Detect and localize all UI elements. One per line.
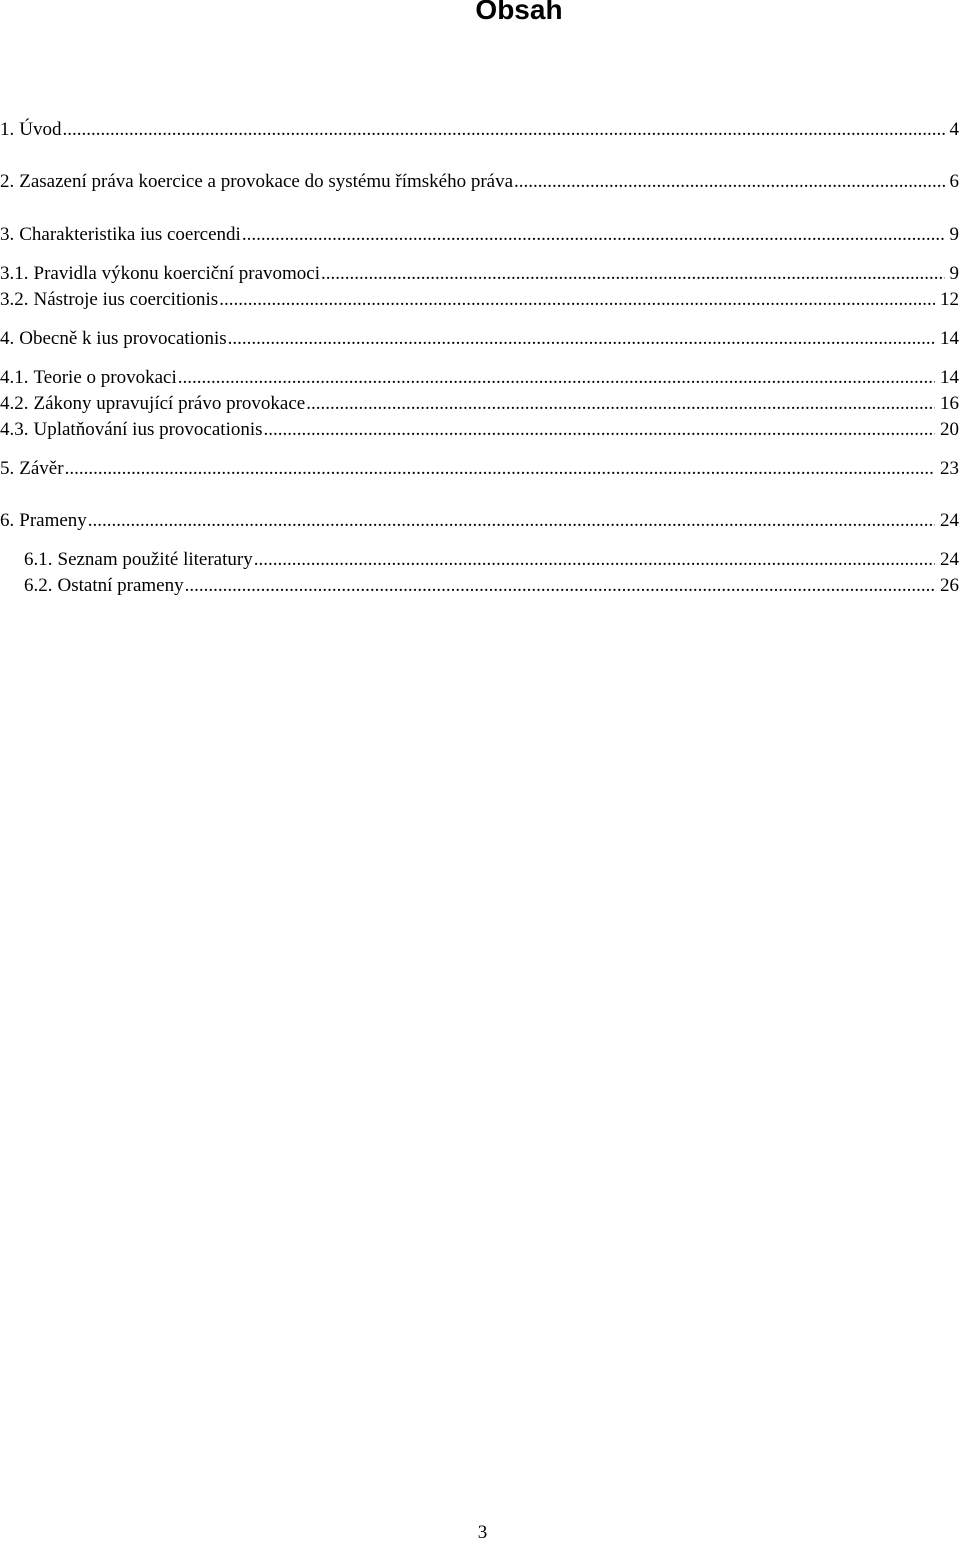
toc-dot-leader <box>185 574 935 598</box>
toc-entry-page: 14 <box>936 366 960 390</box>
toc-entry-number: 6.2. <box>0 574 53 598</box>
toc-entry-4-2[interactable] <box>0 392 960 416</box>
toc-entry-number: 3.1. <box>0 262 29 286</box>
toc-dot-leader <box>514 170 944 194</box>
toc-entry-title: Obecně k ius provocationis <box>14 327 226 351</box>
toc-dot-leader <box>254 548 935 572</box>
toc-entry-number: 6.1. <box>0 548 53 572</box>
toc-entry-page: 14 <box>936 327 960 351</box>
toc-dot-leader <box>62 118 944 142</box>
toc-dot-leader <box>321 262 944 286</box>
toc-entry-number: 3. <box>0 223 14 247</box>
toc-entry-page: 6 <box>946 170 960 194</box>
toc-entry-page: 23 <box>936 457 960 481</box>
toc-entry-title: Uplatňování ius provocationis <box>29 418 263 442</box>
toc-entry-page: 20 <box>936 418 960 442</box>
toc-entry-page: 24 <box>936 548 960 572</box>
toc-entry-title: Pravidla výkonu koerciční pravomoci <box>29 262 321 286</box>
toc-entry-page: 9 <box>946 262 960 286</box>
toc-entry-3[interactable] <box>0 223 960 247</box>
toc-entry-page: 9 <box>946 223 960 247</box>
toc-dot-leader <box>219 288 935 312</box>
toc-title: Obsah <box>0 0 960 26</box>
toc-entry-6-2[interactable] <box>0 574 960 598</box>
toc-entry-number: 5. <box>0 457 14 481</box>
toc-entry-4-3[interactable] <box>0 418 960 442</box>
toc-dot-leader <box>65 457 935 481</box>
toc-entry-title: Seznam použité literatury <box>53 548 253 572</box>
toc-entry-title: Prameny <box>14 509 87 533</box>
toc-entry-page: 4 <box>946 118 960 142</box>
toc-entry-4-1[interactable] <box>0 366 960 390</box>
toc-entry-page: 24 <box>936 509 960 533</box>
toc-entry-number: 4. <box>0 327 14 351</box>
toc-entry-page: 16 <box>936 392 960 416</box>
toc-entry-6[interactable] <box>0 509 960 533</box>
toc-dot-leader <box>228 327 935 351</box>
toc-dot-leader <box>242 223 945 247</box>
toc-dot-leader <box>88 509 935 533</box>
toc-entry-title: Úvod <box>14 118 61 142</box>
toc-entry-page: 12 <box>936 288 960 312</box>
toc-dot-leader <box>264 418 935 442</box>
toc-entry-1[interactable] <box>0 118 960 142</box>
toc-entry-title: Teorie o provokaci <box>29 366 177 390</box>
toc-entry-number: 4.2. <box>0 392 29 416</box>
toc-entry-number: 1. <box>0 118 14 142</box>
toc-entry-title: Ostatní prameny <box>53 574 184 598</box>
toc-entry-number: 4.1. <box>0 366 29 390</box>
toc-entry-page: 26 <box>936 574 960 598</box>
toc-entry-number: 4.3. <box>0 418 29 442</box>
toc-entry-number: 6. <box>0 509 14 533</box>
toc-dot-leader <box>306 392 935 416</box>
toc-entry-6-1[interactable] <box>0 548 960 572</box>
toc-entry-2[interactable] <box>0 170 960 194</box>
toc-entry-title: Závěr <box>14 457 63 481</box>
toc-entry-number: 2. <box>0 170 14 194</box>
toc-entry-title: Nástroje ius coercitionis <box>29 288 219 312</box>
toc-entry-3-2[interactable] <box>0 288 960 312</box>
toc-entry-title: Charakteristika ius coercendi <box>14 223 241 247</box>
toc-dot-leader <box>178 366 935 390</box>
toc-entry-4[interactable] <box>0 327 960 351</box>
page-number: 3 <box>0 1522 960 1544</box>
toc-entry-title: Zákony upravující právo provokace <box>29 392 306 416</box>
toc-entry-number: 3.2. <box>0 288 29 312</box>
toc-entry-title: Zasazení práva koercice a provokace do systému římského práva <box>14 170 513 194</box>
toc-entry-3-1[interactable] <box>0 262 960 286</box>
toc-entry-5[interactable] <box>0 457 960 481</box>
